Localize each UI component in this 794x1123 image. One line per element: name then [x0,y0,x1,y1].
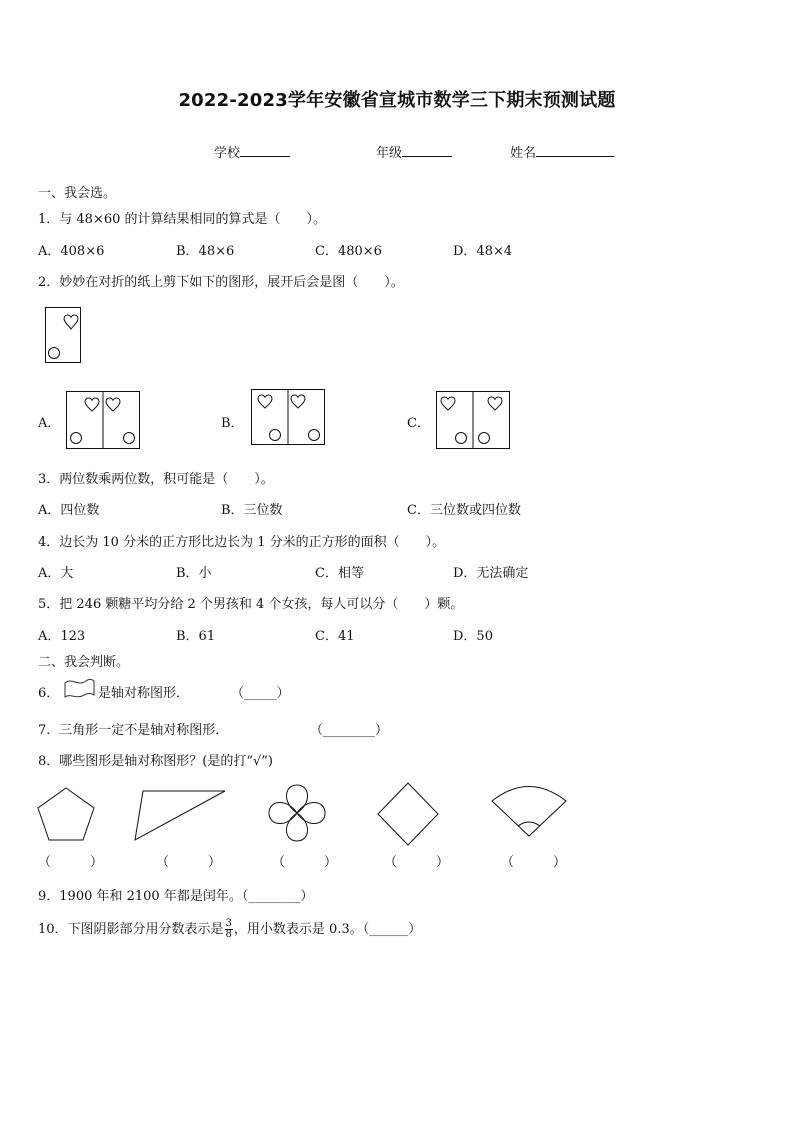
q5-option-c[interactable]: C．41 [315,629,355,644]
triangle-icon [133,790,227,842]
heart-icon [85,398,99,411]
fraction-numerator: 3 [225,918,232,929]
q5-option-d[interactable]: D．50 [453,629,493,644]
q10-text-before: 10．下图阴影部分用分数表示是 [38,922,224,937]
circle-icon [309,430,320,441]
q4-option-c[interactable]: C．相等 [315,566,364,581]
name-field [510,142,614,161]
q2-option-c-figure[interactable] [436,391,512,451]
section2-heading: 二、我会判断。 [38,655,130,670]
circle-icon [479,433,490,444]
grade-label: 年级 [376,146,403,161]
pentagon-icon [36,787,96,843]
heart-icon [258,395,272,408]
q1-option-d[interactable]: D．48×4 [453,244,513,259]
q6-answer[interactable]: （_____） [231,686,290,701]
q1-option-b[interactable]: B．48×6 [176,244,235,259]
q8-answer-2[interactable]: （ ） [156,855,222,870]
name-blank[interactable] [536,144,614,157]
heart-icon [488,397,502,410]
fan-icon [490,782,568,838]
q3-option-c[interactable]: C．三位数或四位数 [407,503,521,518]
heart-icon [106,398,120,411]
grade-field [376,142,452,161]
circle-icon [456,433,467,444]
q6-number: 6． [38,686,60,701]
q4-option-a[interactable]: A．大 [38,566,74,581]
q1-text: 1．与 48×60 的计算结果相同的算式是（ ）。 [38,212,327,227]
q8-answer-3[interactable]: （ ） [272,855,338,870]
q8-answer-4[interactable]: （ ） [384,855,450,870]
q8-answer-5[interactable]: （ ） [501,855,567,870]
section1-heading: 一、我会选。 [38,186,117,201]
q3-option-b[interactable]: B．三位数 [221,503,283,518]
heart-icon [64,315,78,329]
q8-text: 8．哪些图形是轴对称图形？(是的打“√”) [38,754,273,769]
q8-answer-1[interactable]: （ ） [38,855,104,870]
four-leaf-icon [266,782,328,844]
school-blank[interactable] [240,144,290,157]
q1-option-a[interactable]: A．408×6 [38,244,105,259]
fraction [225,919,233,940]
circle-icon [71,433,82,444]
q3-option-a[interactable]: A．四位数 [38,503,100,518]
q2-text: 2．妙妙在对折的纸上剪下如下的图形，展开后会是图（ ）。 [38,275,404,290]
q2-option-b-figure[interactable] [251,389,327,449]
q2-option-a-label[interactable]: A． [38,416,61,431]
q5-option-b[interactable]: B．61 [176,629,216,644]
circle-icon [124,433,135,444]
school-label: 学校 [214,146,241,161]
q7-text: 7．三角形一定不是轴对称图形． [38,723,229,738]
q10-text-after: ，用小数表示是 0.3。（______） [233,922,422,937]
q5-text: 5．把 246 颗糖平均分给 2 个男孩和 4 个女孩，每人可以分（ ）颗。 [38,597,464,612]
q2-option-b-label[interactable]: B． [221,416,244,431]
q4-text: 4．边长为 10 分米的正方形比边长为 1 分米的正方形的面积（ ）。 [38,535,446,550]
q6-text: 是轴对称图形． [98,686,190,701]
school-field [214,142,290,161]
q2-option-a-figure[interactable] [66,391,142,451]
q3-text: 3．两位数乘两位数，积可能是（ ）。 [38,472,274,487]
q9-text: 9．1900 年和 2100 年都是闰年。（________） [38,889,314,904]
q7-answer[interactable]: （________） [310,723,389,738]
q4-option-b[interactable]: B．小 [176,566,212,581]
q10-line [38,918,421,940]
q5-option-a[interactable]: A．123 [38,629,86,644]
heart-icon [441,397,455,410]
q4-option-d[interactable]: D．无法确定 [453,566,529,581]
q1-option-c[interactable]: C．480×6 [315,244,382,259]
heart-icon [291,395,305,408]
fraction-denominator: 8 [225,929,232,940]
grade-blank[interactable] [402,144,452,157]
circle-icon [49,348,60,359]
name-label: 姓名 [510,146,537,161]
page-title: 2022-2023学年安徽省宣城市数学三下期末预测试题 [178,90,616,111]
circle-icon [270,430,281,441]
diamond-icon [376,782,440,846]
wavy-flag-icon [64,678,96,700]
folded-paper-figure [45,307,83,365]
q2-option-c-label[interactable]: C． [407,416,430,431]
